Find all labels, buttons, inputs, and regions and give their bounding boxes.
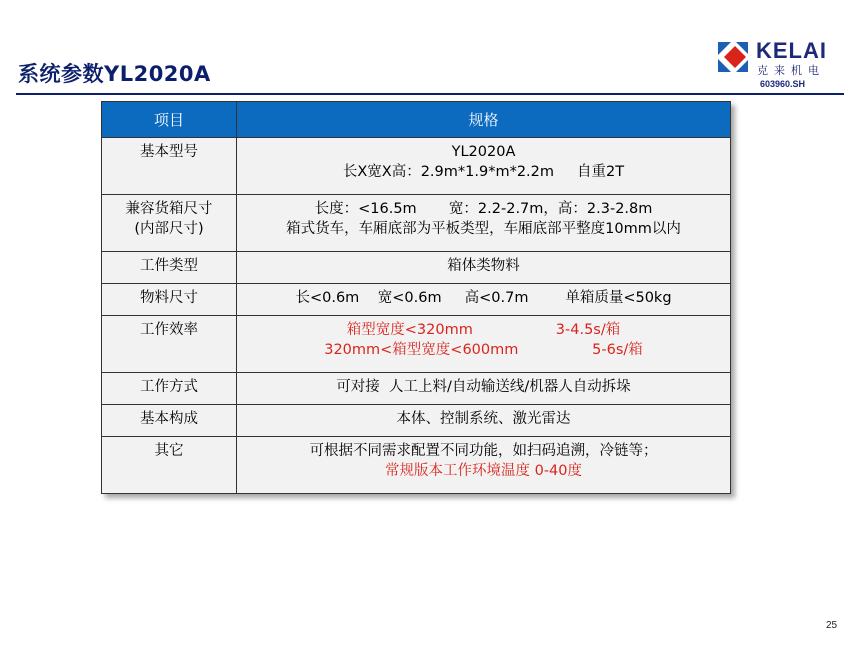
row-value-cell [237,437,731,494]
header-item: 项目 [102,102,237,138]
item-label: 物料尺寸 [140,290,198,306]
value-line: 箱式货车，车厢底部为平板类型，车厢底部平整度10mm以内 [286,221,681,237]
row-item-cell [102,252,237,284]
item-label: 基本型号 [140,144,198,160]
table-row [102,252,731,284]
value-line: 常规版本工作环境温度 0-40度 [384,463,583,479]
table-row [102,195,731,252]
item-label: 工作方式 [140,379,198,395]
row-item-cell [102,284,237,316]
table-row [102,437,731,494]
row-item-cell [102,138,237,195]
row-item-cell [102,373,237,405]
kelai-logo-icon [716,40,750,74]
row-item-cell [102,405,237,437]
row-value-cell [237,316,731,373]
item-label: 其它 [154,443,184,459]
header-spec: 规格 [237,102,731,138]
value-line: 箱型宽度<320mm 3-4.5s/箱 [346,322,621,338]
item-label: 工件类型 [140,258,198,274]
item-label: 基本构成 [140,411,198,427]
table-row [102,373,731,405]
item-label: 兼容货箱尺寸 [125,201,213,217]
value-line: YL2020A [451,144,516,160]
page-title: 系统参数YL2020A [18,62,211,86]
row-value-cell [237,373,731,405]
value-line: 可根据不同需求配置不同功能，如扫码追溯，冷链等； [309,443,658,459]
row-item-cell [102,437,237,494]
item-label: (内部尺寸) [134,221,204,237]
page-number: 25 [826,620,838,631]
row-value-cell [237,284,731,316]
table-header-row [102,102,731,138]
row-value-cell [237,405,731,437]
logo-subtitle: 克来机电 [757,64,825,77]
table-row [102,138,731,195]
logo-name: KELAI [756,38,827,63]
value-line: 长度：<16.5m 宽：2.2-2.7m，高：2.3-2.8m [314,201,653,217]
row-item-cell [102,316,237,373]
stock-code: 603960.SH [760,79,806,89]
item-label: 工作效率 [140,322,198,338]
value-line: 长<0.6m 宽<0.6m 高<0.7m 单箱质量<50kg [295,290,672,306]
table-row [102,284,731,316]
value-line: 本体、控制系统、激光雷达 [396,411,571,427]
title-divider [16,93,844,95]
row-value-cell [237,195,731,252]
value-line: 箱体类物料 [447,258,520,274]
value-line: 可对接 人工上料/自动输送线/机器人自动拆垛 [336,379,631,395]
table-row [102,316,731,373]
row-item-cell [102,195,237,252]
table-row [102,405,731,437]
value-line: 长X宽X高：2.9m*1.9*m*2.2m 自重2T [342,164,625,180]
row-value-cell [237,138,731,195]
value-line: 320mm<箱型宽度<600mm 5-6s/箱 [324,342,643,358]
spec-table [101,101,731,494]
row-value-cell [237,252,731,284]
